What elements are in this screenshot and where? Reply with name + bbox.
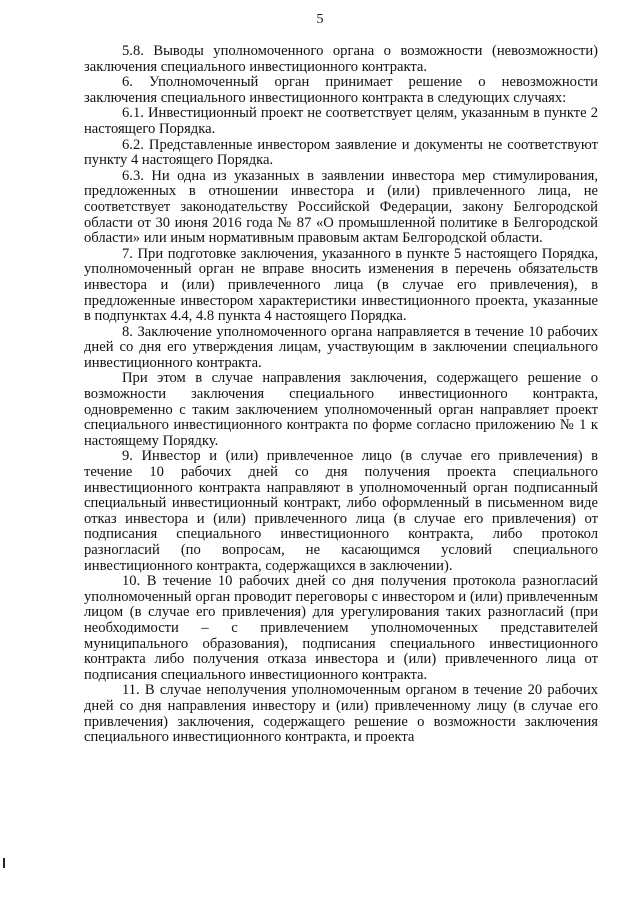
paragraph-10: 10. В течение 10 рабочих дней со дня получения протокола разногласий уполномоченный орган проводит переговоры с инвестором и (или) привлеченным лицом (в случае его привлечения) для урегулирования таких разногласий (при необходимости – с привлечением уполномоченных представителей муниципального образования), подписания специального инвестиционного контракта либо получения отказа инвестора и (или) привлеченного лица от подписания специального инвестиционного контракта. (84, 573, 598, 683)
paragraph-7: 7. При подготовке заключения, указанного в пункте 5 настоящего Порядка, уполномоченный орган не вправе вносить изменения в перечень обязательств инвестора и (или) привлеченного лица (в случае его привлечения), в предложенные инвестором характеристики инвестиционного проекта, указанные в подпунктах 4.4, 4.8 пункта 4 настоящего Порядка. (84, 245, 598, 325)
paragraph-8: 8. Заключение уполномоченного органа направляется в течение 10 рабочих дней со дня его утверждения лицам, участвующим в заключении специального инвестиционного контракта. (84, 323, 598, 371)
paragraph-6-3: 6.3. Ни одна из указанных в заявлении инвестора мер стимулирования, предложенных в отношении инвестора и (или) привлеченного лица, не соответствует законодательству Российской Федерации, закону Белгородской области от 30 июня 2016 года № 87 «О промышленной политике в Белгородской области» или иным нормативным правовым актам Белгородской области. (84, 167, 598, 247)
paragraph-5-8: 5.8. Выводы уполномоченного органа о возможности (невозможности) заключения специального инвестиционного контракта. (84, 43, 598, 75)
paragraph-6: 6. Уполномоченный орган принимает решение о невозможности заключения специального инвестиционного контракта в следующих случаях: (84, 74, 598, 106)
scan-edge-mark (3, 858, 5, 868)
paragraph-9: 9. Инвестор и (или) привлеченное лицо (в случае его привлечения) в течение 10 рабочих дней со дня получения проекта специального инвестиционного контракта направляют в уполномоченный орган подписанный специальный инвестиционный контракт, либо оформленный в письменном виде отказ инвестора и (или) привлеченного лица (в случае его привлечения) от подписания специального инвестиционного контракта, либо протокол разногласий (по вопросам, не касающимся условий специального инвестиционного контракта, содержащихся в заключении). (84, 448, 598, 574)
paragraph-11: 11. В случае неполучения уполномоченным органом в течение 20 рабочих дней со дня направления инвестору и (или) привлеченному лицу (в случае его привлечения) заключения, содержащего решение о возможности заключения специального инвестиционного контракта, и проекта (84, 682, 598, 746)
page-number: 5 (316, 12, 324, 27)
document-body (84, 44, 598, 746)
paragraph-6-2: 6.2. Представленные инвестором заявление и документы не соответствуют пункту 4 настоящего Порядка. (84, 136, 598, 169)
paragraph-6-1: 6.1. Инвестиционный проект не соответствует целям, указанным в пункте 2 настоящего Порядка. (84, 105, 598, 137)
paragraph-8-continued: При этом в случае направления заключения, содержащего решение о возможности заключения специального инвестиционного контракта, одновременно с таким заключением уполномоченный орган направляет проект специального инвестиционного контракта по форме согласно приложению № 1 к настоящему Порядку. (84, 370, 598, 449)
